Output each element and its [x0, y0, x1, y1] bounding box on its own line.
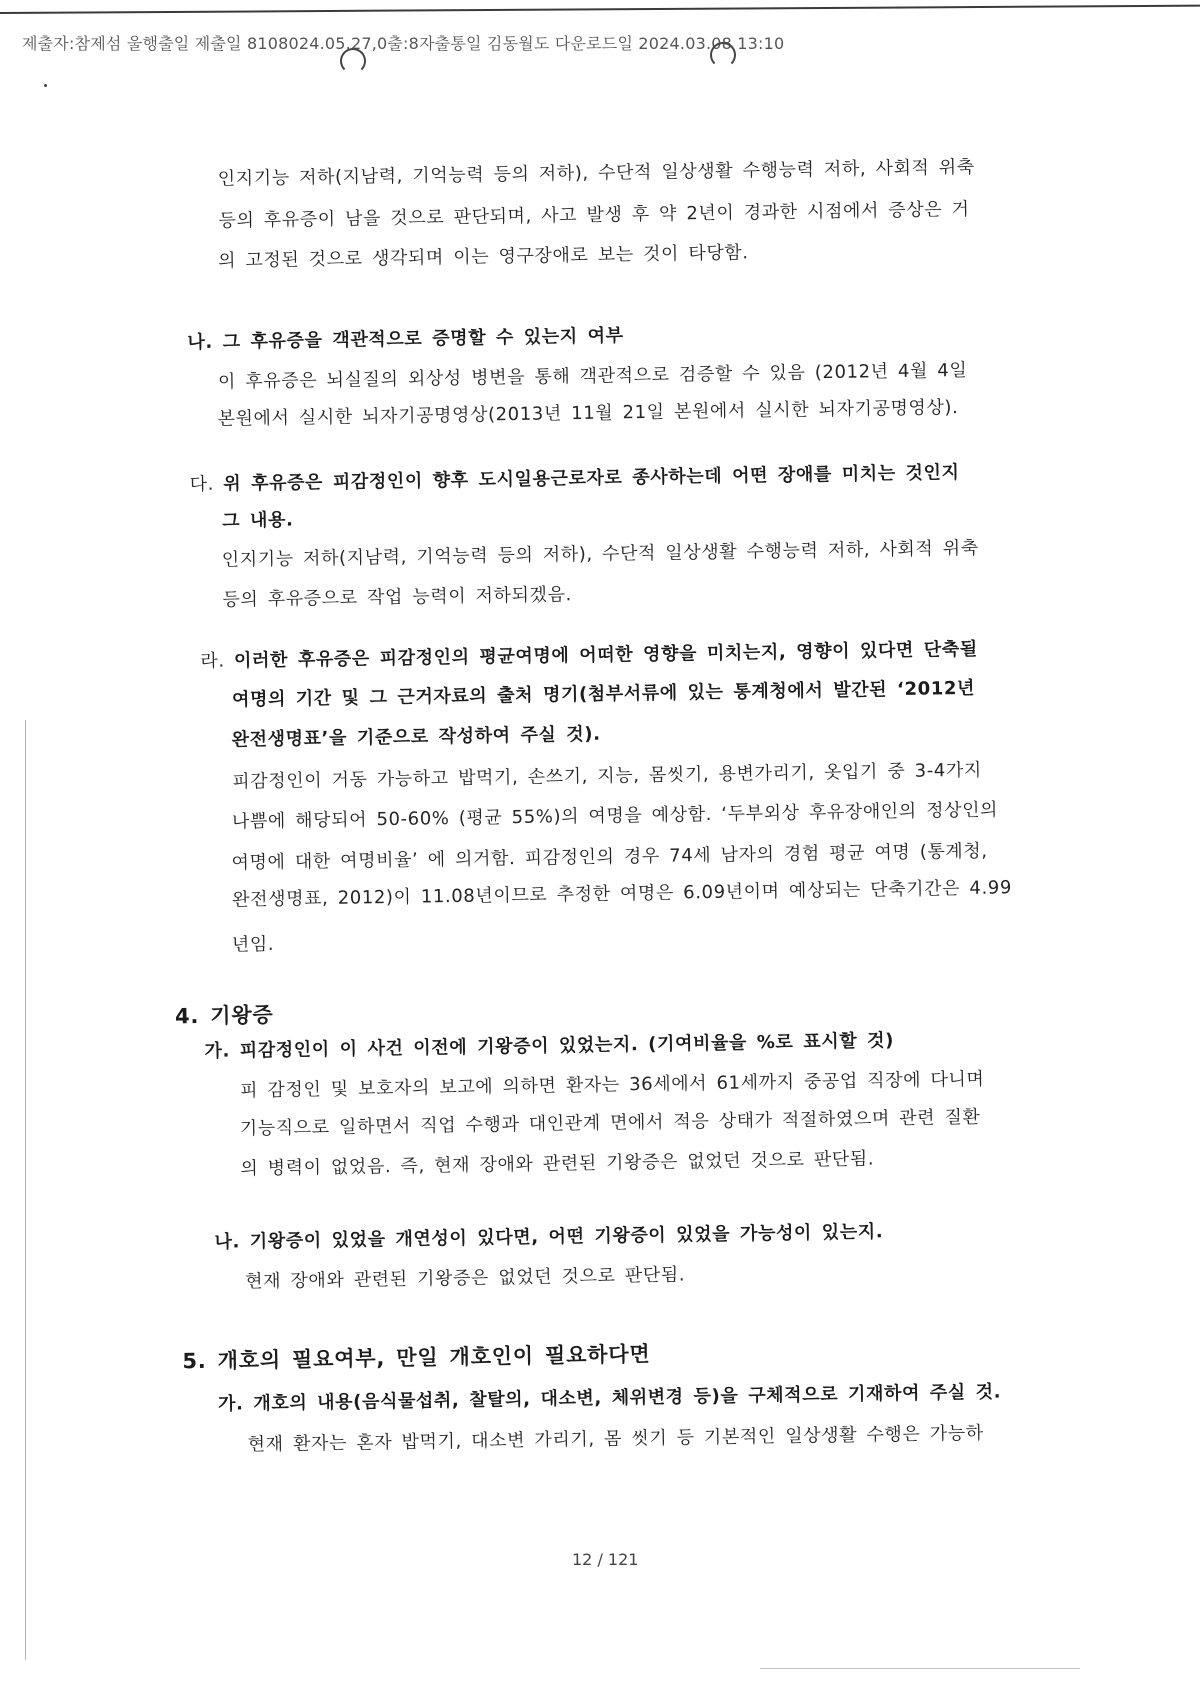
page-number: 12 / 121 — [572, 1550, 639, 1569]
item-label: 라. — [200, 650, 225, 672]
item-heading-text: 위 후유증은 피감정인이 향후 도시일용근로자로 종사하는데 어떤 장애를 미치는 것인지 — [223, 461, 960, 495]
item-label: 나. — [214, 1231, 241, 1253]
item-heading-text: 기왕증이 있었을 개연성이 있다면, 어떤 기왕증이 있었을 가능성이 있는지. — [249, 1221, 884, 1253]
body-line: 의 병력이 없었음. 즉, 현재 장애와 관련된 기왕증은 없었던 것으로 판단됨. — [240, 1148, 875, 1180]
body-line: 여명에 대한 여명비율’ 에 의거함. 피감정인의 경우 74세 남자의 경험 평균 여명 (통계청, — [231, 840, 988, 874]
section-title: 4. 기왕증 — [174, 1002, 274, 1029]
item-label: 나. — [187, 331, 214, 354]
item-heading-text: 그 내용. — [222, 509, 294, 532]
body-line: 피감정인이 거동 가능하고 밥먹기, 손쓰기, 지능, 몸씻기, 용변가리기, 옷입기 중 3-4가지 — [232, 759, 983, 793]
item-heading-text: 이러한 후유증은 피감정인의 평균여명에 어떠한 영향을 미치는지, 영향이 있다면 단축될 — [233, 638, 978, 672]
item-heading-text: 개호의 내용(음식물섭취, 찰탈의, 대소변, 체위변경 등)을 구체적으로 기재하여 주실 것. — [253, 1381, 1002, 1415]
item-heading — [200, 639, 978, 673]
item-heading — [189, 462, 959, 496]
body-line: 나쁨에 해당되어 50-60% (평균 55%)의 여명을 예상함. ‘두부외상 후유장애인의 정상인의 — [231, 799, 999, 833]
body-line: 이 후유증은 뇌실질의 외상성 병변을 통해 객관적으로 검증할 수 있음 (2012년 4월 4일 — [217, 359, 968, 393]
body-line: 본원에서 실시한 뇌자기공명영상(2013년 11월 21일 본원에서 실시한 뇌자기공명영상). — [217, 396, 959, 430]
submission-stamp: 제출자:참제섬 울행출일 제출일 8108024.05.27,0출:8자출통일 김동월도 다운로드일 2024.03.08 13:10 — [22, 34, 785, 53]
item-label: 가. — [217, 1393, 244, 1415]
item-label: 가. — [204, 1040, 231, 1062]
body-line: 의 고정된 것으로 생각되며 이는 영구장애로 보는 것이 타당함. — [217, 242, 749, 272]
item-heading-text: 그 후유증을 객관적으로 증명할 수 있는지 여부 — [222, 325, 624, 353]
item-label: 다. — [189, 473, 215, 496]
body-line: 인지기능 저하(지남력, 기억능력 등의 저하), 수단적 일상생활 수행능력 저하, 사회적 위축 — [221, 537, 979, 571]
item-heading — [214, 1221, 883, 1254]
body-line: 피 감정인 및 보호자의 보고에 의하면 환자는 36세에서 61세까지 중공업 직장에 다니며 — [239, 1068, 985, 1102]
item-heading-text: 피감정인이 이 사건 이전에 기왕증이 있었는지. (기여비율을 %로 표시할 것) — [239, 1030, 895, 1062]
body-line: 인지기능 저하(지남력, 기억능력 등의 저하), 수단적 일상생활 수행능력 저하, 사회적 위축 — [217, 156, 975, 190]
body-line: 완전생명표, 2012)이 11.08년이므로 추정한 여명은 6.09년이며 예상되는 단축기간은 4.99 — [231, 877, 1013, 911]
section-title: 5. 개호의 필요여부, 만일 개호인이 필요하다면 — [182, 1341, 651, 1374]
item-heading — [218, 1381, 1001, 1415]
body-line: 년임. — [231, 933, 275, 956]
body-line: 현재 장애와 관련된 기왕증은 없었던 것으로 판단됨. — [244, 1264, 686, 1293]
item-heading-text: 여명의 기간 및 그 근거자료의 출처 명기(첨부서류에 있는 통계청에서 발간된 ‘2012년 — [231, 677, 976, 711]
body-line: 등의 후유증으로 작업 능력이 저하되겠음. — [222, 584, 572, 611]
item-heading-text: 완전생명표’을 기준으로 작성하여 주실 것). — [231, 723, 601, 751]
body-line: 등의 후유증이 남을 것으로 판단되며, 사고 발생 후 약 2년이 경과한 시점에서 증상은 거 — [218, 198, 970, 232]
item-heading — [204, 1030, 894, 1063]
body-line: 기능직으로 일하면서 직업 수행과 대인관계 면에서 적응 상태가 적절하였으며 관련 질환 — [239, 1106, 981, 1140]
item-heading — [187, 325, 624, 354]
body-line: 현재 환자는 혼자 밥먹기, 대소변 가리기, 몸 씻기 등 기본적인 일상생활 수행은 가능하 — [247, 1422, 984, 1456]
